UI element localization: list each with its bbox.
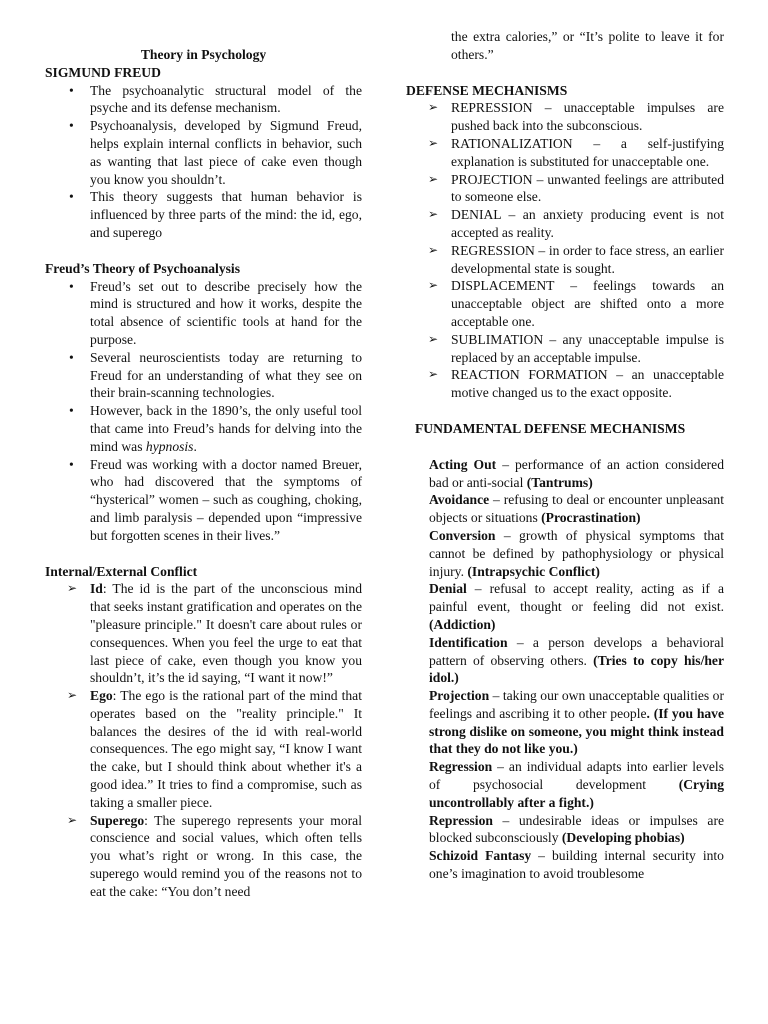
list-item: • Freud was working with a doctor named Breuer, who had discovered that the symptoms of “hysterical” women – such as coughing, choking, and limb paralysis – depended upon “impressive but forgotten scenes in their lives.” [45,456,362,545]
definition: – building internal security into one’s imagination to avoid troublesome [429,848,724,882]
section-heading-conflict: Internal/External Conflict [45,563,198,579]
definition: – growth of physical symptoms that cannot be defined by pathophysiology or physical injury. [429,527,724,579]
theory-bullet-list [45,278,362,545]
list-item: ➢ DENIAL – an anxiety producing event is not accepted as reality. [406,206,724,242]
hypnosis-text: However, back in the 1890’s, the only useful tool that came into Freud’s hands for delving into the mind was [90,403,362,454]
list-item: • Several neuroscientists today are returning to Freud for an understanding of what they see on their brain-scanning technologies. [45,349,362,402]
example: . (If you have strong dislike on someone, you might think instead that they do not like you.) [429,705,725,757]
list-item: • Freud’s set out to describe precisely how the mind is structured and how it works, despite the total absence of scientific tools at hand for the purpose. [45,278,362,349]
list-item [429,456,724,492]
list-item-ego [45,687,362,812]
freud-bullet-list [45,82,362,242]
term: Acting Out [429,456,497,472]
term: Regression [429,759,493,775]
defense-list [406,99,724,402]
list-item [429,687,724,758]
definition: : The ego is the rational part of the mind that operates based on the "reality principle." It balances the desires of the id with real-world consequences. The ego might say, “I know I want the cake, but I should think about whether it's a good idea.” It tries to find a compromise, such as taking a smaller piece. [90,688,362,810]
list-item [45,402,362,455]
list-item: ➢ SUBLIMATION – any unacceptable impulse is replaced by an acceptable impulse. [406,331,724,367]
example: (Intrapsychic Conflict) [467,563,600,579]
term: Projection [429,688,490,704]
example: (Tries to copy his/her idol.) [429,652,724,686]
definition: – taking our own unacceptable qualities or feelings and ascribing it to other people [429,688,724,721]
list-item: ➢ REGRESSION – in order to face stress, an earlier developmental state is sought. [406,242,724,278]
section-heading-freud-theory: Freud’s Theory of Psychoanalysis [45,260,240,276]
list-item [429,580,724,633]
term-id: Id [90,581,103,597]
list-item [429,758,724,811]
section-heading-sigmund-freud: SIGMUND FREUD [45,64,161,80]
definition: – performance of an action considered bad or anti-social [429,456,724,490]
definition: – a person develops a behavioral pattern of observing others. [429,634,724,668]
definition: – an individual adapts into earlier levels of psychosocial development [429,759,724,793]
conflict-list [45,580,362,900]
term: Conversion [429,527,496,543]
list-item-superego [45,812,362,901]
list-item [429,634,724,687]
term: Avoidance [429,492,490,508]
list-item [429,847,724,883]
definition: – undesirable ideas or impulses are blocked subconsciously [429,812,724,846]
fundamental-list [429,456,724,883]
definition: : The id is the part of the unconscious mind that seeks instant gratification and operates on the "pleasure principle." It doesn't care about rules or consequences. When you feel the urge to eat that last piece of cake, even though you know you shouldn’t, it’s the id saying, “I want it now!” [90,581,362,686]
list-item: ➢ REPRESSION – unacceptable impulses are pushed back into the subconscious. [406,99,724,135]
term: Denial [429,581,467,597]
hypnosis-emphasis: hypnosis [145,438,194,454]
section-heading-defense: DEFENSE MECHANISMS [406,82,568,98]
left-column [45,46,362,901]
document-title: Theory in Psychology [140,47,267,62]
list-item: ➢ RATIONALIZATION – a self-justifying explanation is substituted for unacceptable one. [406,135,724,171]
hypnosis-end: . [193,438,197,454]
example: (Addiction) [429,616,496,632]
list-item: • The psychoanalytic structural model of the psyche and its defense mechanism. [45,82,362,118]
list-item: ➢ REACTION FORMATION – an unacceptable motive changed us to the exact opposite. [406,366,724,402]
example: (Crying uncontrollably after a fight.) [429,777,724,810]
right-column [406,29,725,883]
list-item: • This theory suggests that human behavior is influenced by three parts of the mind: the id, ego, and superego [45,188,362,241]
term: Schizoid Fantasy [429,848,532,864]
list-item [429,491,724,527]
example: (Tantrums) [526,474,593,490]
list-item [429,812,724,848]
list-item: ➢ DISPLACEMENT – feelings towards an unacceptable object are shifted onto a more acceptable one. [406,277,724,330]
superego-continuation: the extra calories,” or “It’s polite to leave it for others.” [451,29,724,62]
list-item: • Psychoanalysis, developed by Sigmund Freud, helps explain internal conflicts in behavior, such as wanting that last piece of cake even though you know you shouldn’t. [45,117,362,188]
term-superego: Superego [90,812,145,828]
definition: – refusal to accept reality, acting as if a painful event, thought or feeling did not exist. [429,581,724,615]
example: (Developing phobias) [561,830,685,846]
definition: – refusing to deal or encounter unpleasant objects or situations [429,492,724,526]
term: Repression [429,812,493,828]
term-ego: Ego [90,688,113,704]
list-item: ➢ PROJECTION – unwanted feelings are attributed to someone else. [406,171,724,207]
section-heading-fundamental: FUNDAMENTAL DEFENSE MECHANISMS [415,420,686,436]
definition: : The superego represents your moral conscience and social values, which often tells you what’s right or wrong. In this case, the superego would remind you of the reasons not to eat the cake: “You don’t need [90,812,362,899]
list-item-id [45,580,362,687]
term: Identification [429,634,508,650]
example: (Procrastination) [541,510,641,526]
list-item [429,527,724,580]
